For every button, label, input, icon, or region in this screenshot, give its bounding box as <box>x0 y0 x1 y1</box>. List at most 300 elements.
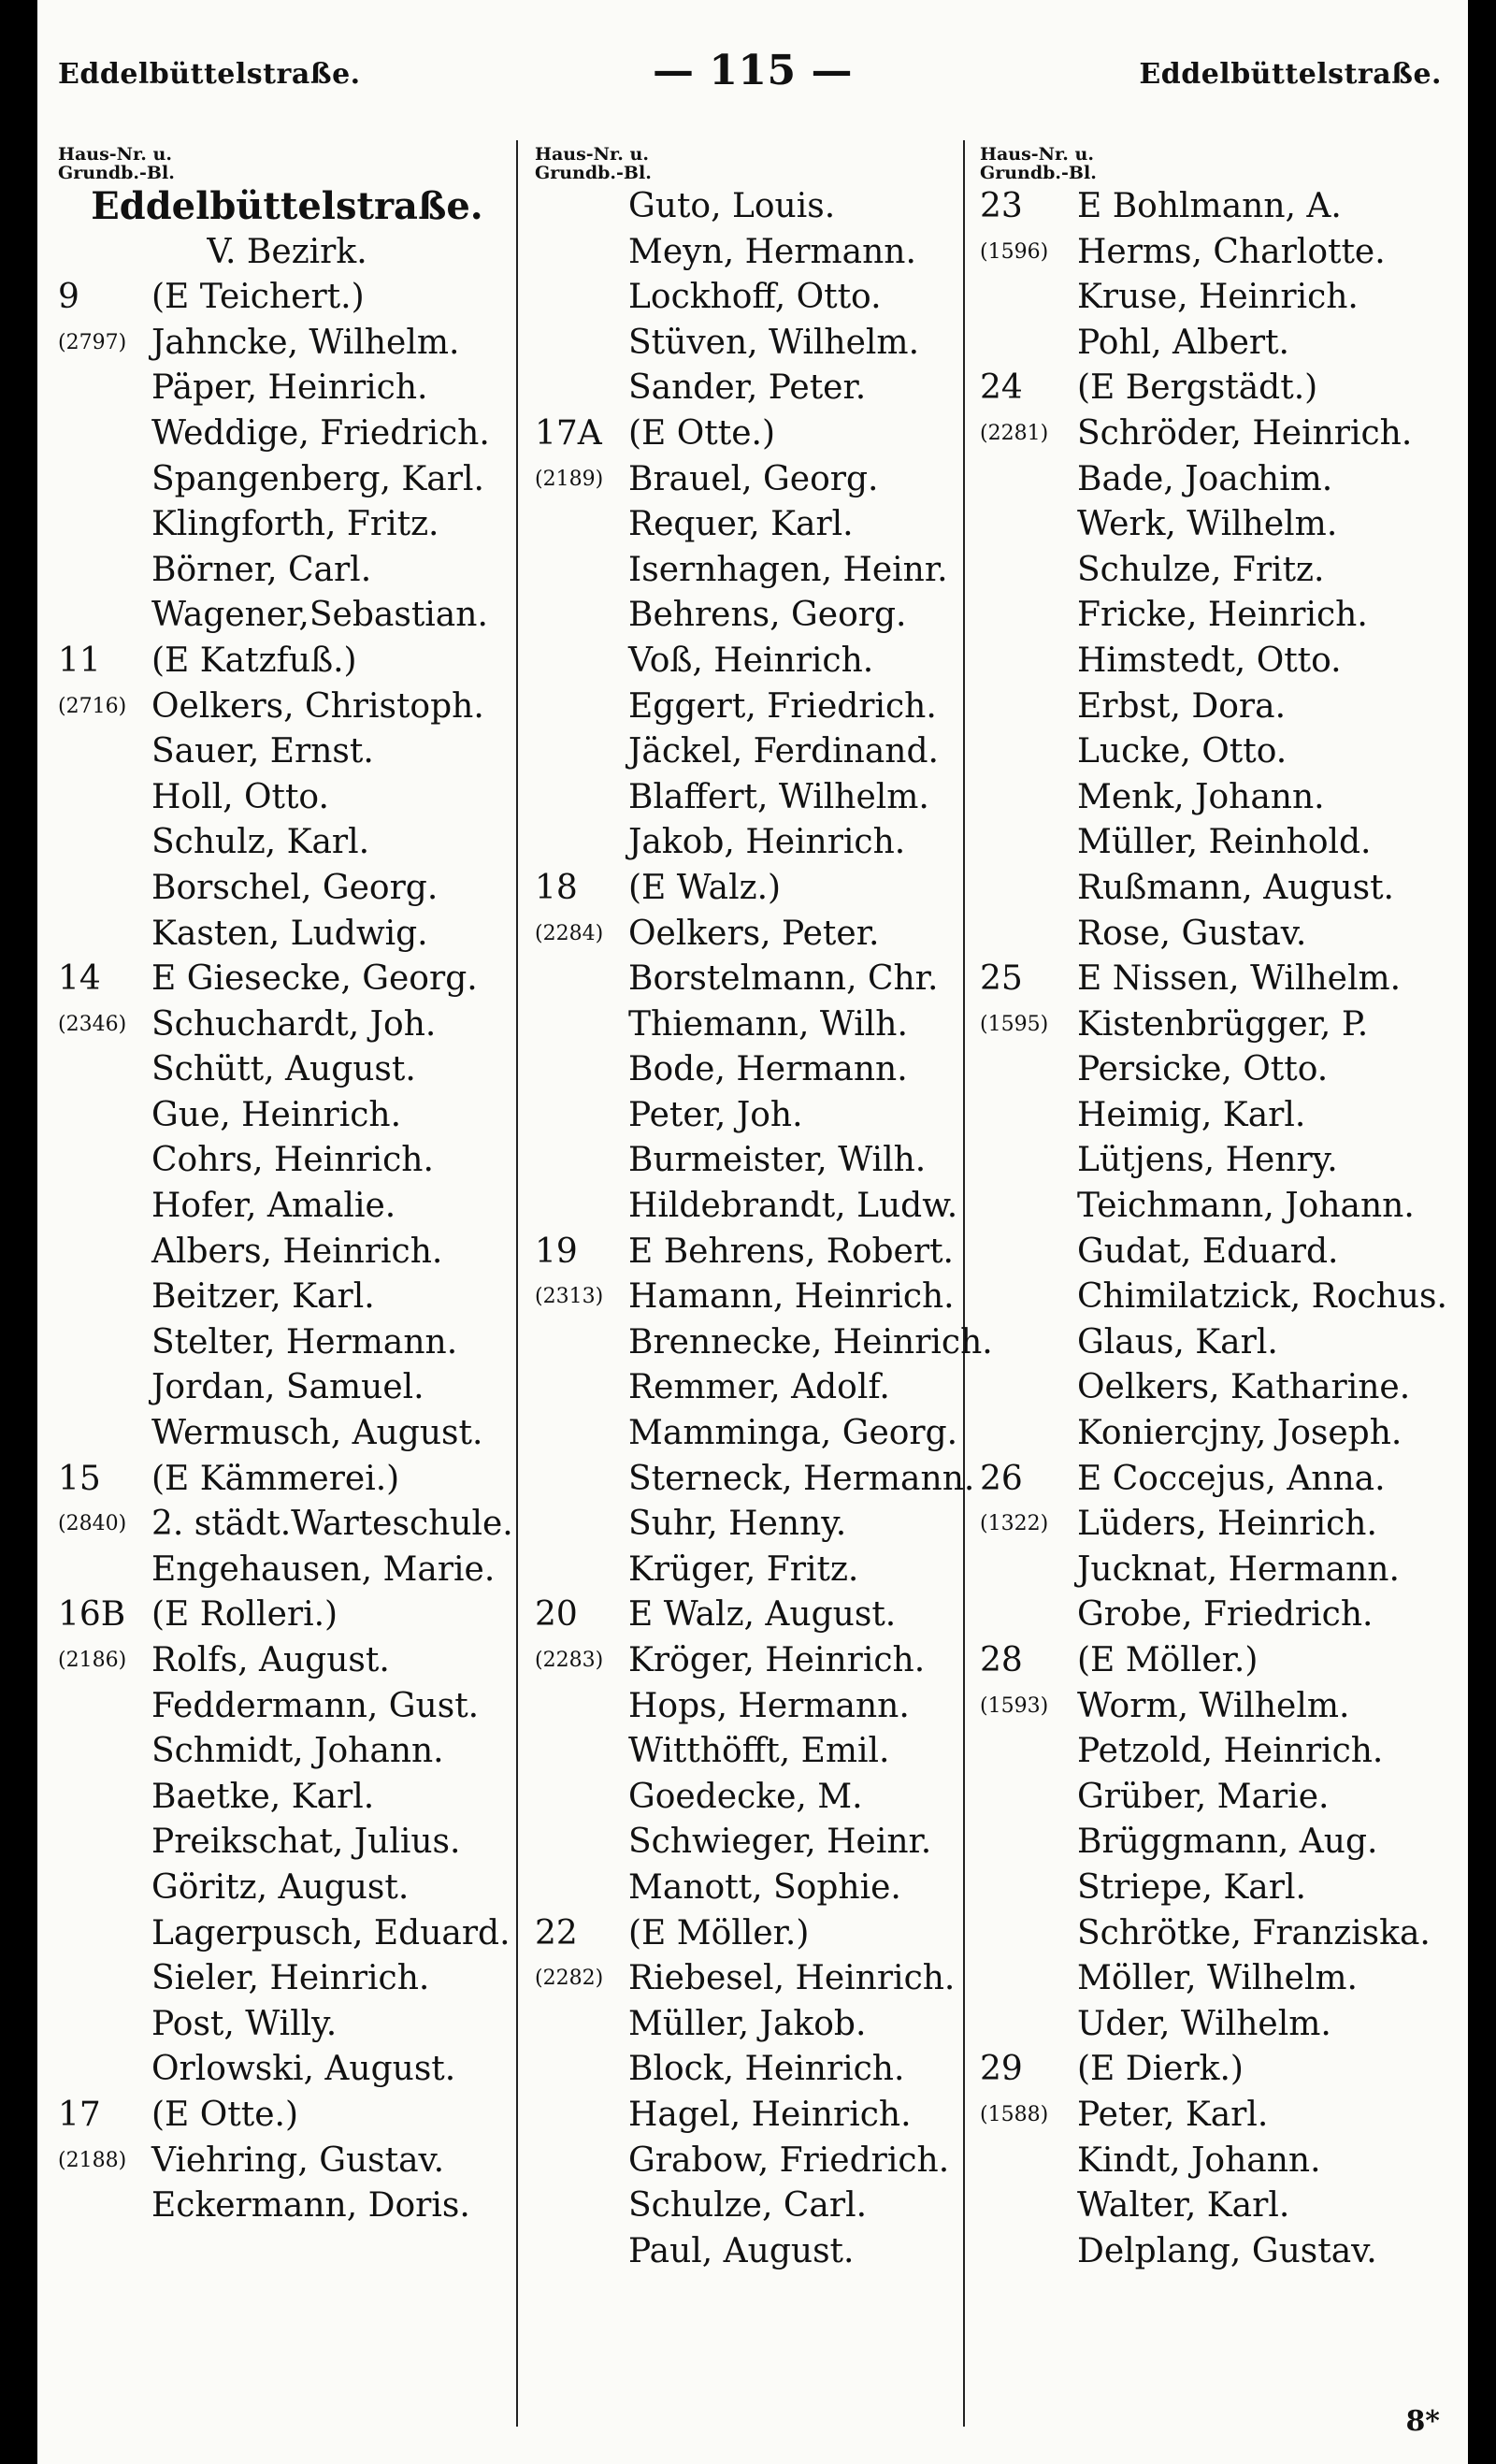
entry-text: Cohrs, Heinrich. <box>151 1141 434 1180</box>
resident-entry <box>58 684 516 730</box>
resident-entry <box>980 1592 1447 1638</box>
entry-text: E Behrens, Robert. <box>628 1232 954 1271</box>
entry-text: Schwieger, Heinr. <box>628 1823 932 1862</box>
resident-entry <box>535 230 993 276</box>
resident-entry <box>980 1365 1447 1411</box>
house-entry <box>58 275 516 321</box>
resident-entry <box>535 2002 993 2048</box>
column-header-line: Grundb.-Bl. <box>535 163 652 183</box>
entry-text: Chimilatzick, Rochus. <box>1077 1277 1447 1317</box>
column-header-line: Haus-Nr. u. <box>58 144 172 165</box>
resident-entry <box>980 1411 1447 1457</box>
land-register-number: (2284) <box>535 921 604 945</box>
running-head-left: Eddelbüttelstraße. <box>58 58 361 91</box>
entry-text: Sieler, Heinrich. <box>151 1959 430 1998</box>
column-header <box>980 145 1447 184</box>
land-register-number: (1322) <box>980 1512 1049 1536</box>
entry-text: Schulze, Carl. <box>628 2186 868 2226</box>
resident-entry <box>58 1093 516 1139</box>
entry-text: Kasten, Ludwig. <box>151 914 428 953</box>
entry-text: Manott, Sophie. <box>628 1867 901 1907</box>
resident-entry <box>980 1684 1447 1730</box>
land-register-number: (2313) <box>535 1285 604 1309</box>
resident-entry <box>980 1047 1447 1093</box>
entry-text: Grabow, Friedrich. <box>628 2140 950 2180</box>
resident-entry <box>535 912 993 958</box>
house-number: 17 <box>58 2095 101 2134</box>
resident-entry <box>535 2093 993 2139</box>
land-register-number: (1595) <box>980 1012 1049 1036</box>
entry-text: Börner, Carl. <box>151 550 372 589</box>
resident-entry <box>58 1956 516 2002</box>
entry-text: Gue, Heinrich. <box>151 1095 402 1134</box>
entry-text: E Bohlmann, A. <box>1077 187 1342 225</box>
resident-entry <box>58 775 516 821</box>
resident-entry <box>58 457 516 503</box>
resident-entry <box>58 2139 516 2184</box>
house-number: 22 <box>535 1913 578 1952</box>
entry-text: E Walz, August. <box>628 1595 897 1635</box>
resident-entry <box>535 1320 993 1366</box>
land-register-number: (2283) <box>535 1649 604 1672</box>
entry-text: Jahncke, Wilhelm. <box>151 323 460 362</box>
entry-text: Oelkers, Christoph. <box>151 686 484 726</box>
house-entry <box>58 957 516 1002</box>
resident-entry <box>535 1002 993 1048</box>
entry-text: (E Möller.) <box>628 1913 810 1952</box>
house-entry <box>980 1638 1447 1684</box>
resident-entry <box>980 1820 1447 1866</box>
entry-text: Baetke, Karl. <box>151 1777 375 1816</box>
entry-text: Kindt, Johann. <box>1077 2140 1321 2180</box>
entry-text: Gudat, Eduard. <box>1077 1232 1339 1271</box>
resident-entry <box>535 1093 993 1139</box>
entry-text: Schuchardt, Joh. <box>151 1004 437 1044</box>
entry-text: Lüders, Heinrich. <box>1077 1505 1377 1544</box>
entry-text: E Giesecke, Georg. <box>151 959 478 999</box>
land-register-number: (2840) <box>58 1512 127 1536</box>
entry-text: Rußmann, August. <box>1077 868 1394 907</box>
house-number: 11 <box>58 641 101 680</box>
entry-text: Schulze, Fritz. <box>1077 550 1325 589</box>
resident-entry <box>58 1729 516 1775</box>
running-head-right: Eddelbüttelstraße. <box>1139 58 1442 91</box>
entry-text: Hamann, Heinrich. <box>628 1277 955 1317</box>
column-header-line: Grundb.-Bl. <box>980 163 1097 183</box>
entry-text: Sterneck, Hermann. <box>628 1459 975 1498</box>
entry-text: Lagerpusch, Eduard. <box>151 1913 511 1952</box>
house-entry <box>980 957 1447 1002</box>
resident-entry <box>980 2093 1447 2139</box>
resident-entry <box>58 1548 516 1593</box>
entry-text: Fricke, Heinrich. <box>1077 596 1368 635</box>
resident-entry <box>58 1775 516 1821</box>
entry-text: (E Teichert.) <box>151 278 365 317</box>
resident-entry <box>980 2002 1447 2048</box>
resident-entry <box>58 2183 516 2229</box>
entry-text: Grobe, Friedrich. <box>1077 1595 1374 1635</box>
entry-text: Spangenberg, Karl. <box>151 459 484 498</box>
resident-entry <box>980 593 1447 639</box>
entry-text: Riebesel, Heinrich. <box>628 1959 956 1998</box>
entry-text: Block, Heinrich. <box>628 2050 905 2089</box>
entry-text: Bode, Hermann. <box>628 1050 908 1089</box>
entry-text: Pohl, Albert. <box>1077 323 1290 362</box>
resident-entry <box>980 1138 1447 1184</box>
resident-entry <box>535 548 993 594</box>
entry-text: Sauer, Ernst. <box>151 732 374 771</box>
house-number: 28 <box>980 1641 1023 1679</box>
entry-text: Teichmann, Johann. <box>1077 1187 1415 1226</box>
resident-entry <box>535 457 993 503</box>
resident-entry <box>980 1911 1447 1957</box>
entry-text: Rose, Gustav. <box>1077 914 1307 953</box>
resident-entry <box>535 820 993 866</box>
resident-entry <box>535 639 993 684</box>
entry-text: Jordan, Samuel. <box>151 1368 424 1407</box>
entry-text: Borschel, Georg. <box>151 868 439 907</box>
resident-entry <box>58 912 516 958</box>
entry-text: Werk, Wilhelm. <box>1077 505 1338 544</box>
house-number: 29 <box>980 2050 1023 2089</box>
entry-text: Viehring, Gustav. <box>151 2140 445 2180</box>
entry-text: Peter, Karl. <box>1077 2095 1269 2134</box>
house-entry <box>535 411 993 457</box>
entry-text: Schmidt, Johann. <box>151 1732 444 1771</box>
resident-entry <box>535 1820 993 1866</box>
entry-text: Oelkers, Katharine. <box>1077 1368 1411 1407</box>
resident-entry <box>58 411 516 457</box>
entry-text: Meyn, Hermann. <box>628 232 916 271</box>
resident-entry <box>535 2229 993 2275</box>
entry-text: Burmeister, Wilh. <box>628 1141 927 1180</box>
resident-entry <box>58 1502 516 1548</box>
resident-entry <box>58 1911 516 1957</box>
resident-entry <box>980 820 1447 866</box>
resident-entry <box>58 1230 516 1275</box>
signature-mark: 8* <box>1405 2405 1440 2438</box>
entry-text: Mamminga, Georg. <box>628 1414 958 1453</box>
resident-entry <box>980 1502 1447 1548</box>
entry-text: Isernhagen, Heinr. <box>628 550 948 589</box>
resident-entry <box>980 1729 1447 1775</box>
entry-text: Herms, Charlotte. <box>1077 232 1386 271</box>
entry-text: Brauel, Georg. <box>628 459 879 498</box>
entry-text: (E Otte.) <box>151 2095 299 2134</box>
resident-entry <box>535 2139 993 2184</box>
resident-entry <box>980 684 1447 730</box>
house-entry <box>58 1457 516 1503</box>
resident-entry <box>980 639 1447 684</box>
resident-entry <box>58 1047 516 1093</box>
entry-text: Delplang, Gustav. <box>1077 2231 1377 2270</box>
entry-text: Koniercjny, Joseph. <box>1077 1414 1402 1453</box>
column-header <box>58 145 516 184</box>
entry-text: Striepe, Karl. <box>1077 1867 1306 1907</box>
entry-text: Erbst, Dora. <box>1077 686 1287 726</box>
entry-text: Weddige, Friedrich. <box>151 413 490 453</box>
directory-page <box>37 0 1468 2464</box>
house-entry <box>58 1592 516 1638</box>
resident-entry <box>58 1275 516 1320</box>
resident-entry <box>980 548 1447 594</box>
resident-entry <box>58 820 516 866</box>
column-divider <box>516 140 518 2427</box>
entry-text: Persicke, Otto. <box>1077 1050 1329 1089</box>
entry-text: Müller, Jakob. <box>628 2004 867 2043</box>
house-entry <box>535 1911 993 1957</box>
entry-text: Hildebrandt, Ludw. <box>628 1187 958 1226</box>
house-entry <box>58 2093 516 2139</box>
resident-entry <box>535 2047 993 2093</box>
entry-text: Borstelmann, Chr. <box>628 959 939 999</box>
entry-text: Blaffert, Wilhelm. <box>628 777 929 816</box>
house-number: 20 <box>535 1595 578 1635</box>
entry-text: Rolfs, August. <box>151 1641 390 1679</box>
entry-text: Schütt, August. <box>151 1050 416 1089</box>
entry-text: 2. städt.Warteschule. <box>151 1505 513 1544</box>
resident-entry <box>980 230 1447 276</box>
resident-entry <box>58 866 516 912</box>
resident-entry <box>535 2183 993 2229</box>
resident-entry <box>535 1184 993 1230</box>
entry-text: Göritz, August. <box>151 1867 410 1907</box>
resident-entry <box>58 1411 516 1457</box>
land-register-number: (2188) <box>58 2148 127 2172</box>
entry-text: Menk, Johann. <box>1077 777 1325 816</box>
resident-entry <box>58 1138 516 1184</box>
entry-text: Walter, Karl. <box>1077 2186 1290 2226</box>
resident-entry <box>980 2139 1447 2184</box>
resident-entry <box>535 1866 993 1911</box>
entry-text: Stelter, Hermann. <box>151 1322 458 1362</box>
resident-entry <box>980 321 1447 367</box>
resident-entry <box>535 1775 993 1821</box>
entry-text: Schröder, Heinrich. <box>1077 413 1413 453</box>
house-number: 9 <box>58 278 79 317</box>
resident-entry <box>980 502 1447 548</box>
entry-text: Eckermann, Doris. <box>151 2186 470 2226</box>
column-header-line: Grundb.-Bl. <box>58 163 175 183</box>
entry-text: E Nissen, Wilhelm. <box>1077 959 1402 999</box>
house-entry <box>980 366 1447 411</box>
resident-entry <box>980 1866 1447 1911</box>
entry-text: Möller, Wilhelm. <box>1077 1959 1358 1998</box>
entry-text: Klingforth, Fritz. <box>151 505 439 544</box>
entry-text: Müller, Reinhold. <box>1077 823 1372 862</box>
entry-text: Päper, Heinrich. <box>151 368 428 408</box>
resident-entry <box>980 1093 1447 1139</box>
house-number: 24 <box>980 368 1023 408</box>
entry-text: Grüber, Marie. <box>1077 1777 1330 1816</box>
house-number: 15 <box>58 1459 101 1498</box>
resident-entry <box>58 1684 516 1730</box>
entry-text: Heimig, Karl. <box>1077 1095 1306 1134</box>
entry-text: Beitzer, Karl. <box>151 1277 375 1317</box>
house-entry <box>980 184 1447 230</box>
resident-entry <box>980 2183 1447 2229</box>
resident-entry <box>980 1002 1447 1048</box>
entry-text: (E Otte.) <box>628 413 776 453</box>
entry-text: (E Bergstädt.) <box>1077 368 1318 408</box>
entry-text: Hofer, Amalie. <box>151 1187 396 1226</box>
resident-entry <box>535 1275 993 1320</box>
entry-text: Himstedt, Otto. <box>1077 641 1342 680</box>
resident-entry <box>58 1320 516 1366</box>
resident-entry <box>980 275 1447 321</box>
entry-text: Jäckel, Ferdinand. <box>628 732 939 771</box>
resident-entry <box>535 729 993 775</box>
entry-text: Behrens, Georg. <box>628 596 907 635</box>
resident-entry <box>535 775 993 821</box>
entry-text: Stüven, Wilhelm. <box>628 323 920 362</box>
resident-entry <box>980 1775 1447 1821</box>
land-register-number: (2797) <box>58 330 127 354</box>
district-heading: V. Bezirk. <box>207 232 367 271</box>
entry-text: Bade, Joachim. <box>1077 459 1333 498</box>
resident-entry <box>535 1365 993 1411</box>
resident-entry <box>535 275 993 321</box>
entry-text: (E Walz.) <box>628 868 782 907</box>
house-entry <box>535 866 993 912</box>
resident-entry <box>535 366 993 411</box>
entry-text: Oelkers, Peter. <box>628 914 880 953</box>
entry-text: Peter, Joh. <box>628 1095 803 1134</box>
land-register-number: (2186) <box>58 1649 127 1672</box>
resident-entry <box>58 1365 516 1411</box>
entry-text: Eggert, Friedrich. <box>628 686 937 726</box>
entry-text: Kistenbrügger, P. <box>1077 1004 1369 1044</box>
entry-text: Holl, Otto. <box>151 777 329 816</box>
resident-entry <box>58 2047 516 2093</box>
column-header-line: Haus-Nr. u. <box>980 144 1094 165</box>
entry-text: Thiemann, Wilh. <box>628 1004 908 1044</box>
entry-text: Glaus, Karl. <box>1077 1322 1278 1362</box>
resident-entry <box>58 2002 516 2048</box>
house-entry <box>980 1457 1447 1503</box>
entry-text: (E Rolleri.) <box>151 1595 338 1635</box>
resident-entry <box>535 1638 993 1684</box>
resident-entry <box>980 775 1447 821</box>
entry-text: Goedecke, M. <box>628 1777 863 1816</box>
resident-entry <box>980 866 1447 912</box>
house-number: 23 <box>980 187 1023 225</box>
entry-text: Sander, Peter. <box>628 368 867 408</box>
entry-text: (E Katzfuß.) <box>151 641 357 680</box>
entry-text: Jakob, Heinrich. <box>628 823 906 862</box>
entry-text: E Coccejus, Anna. <box>1077 1459 1386 1498</box>
entry-text: Paul, August. <box>628 2231 855 2270</box>
resident-entry <box>58 1638 516 1684</box>
house-entry <box>535 1592 993 1638</box>
resident-entry <box>58 1184 516 1230</box>
house-number: 26 <box>980 1459 1023 1498</box>
resident-entry <box>535 1502 993 1548</box>
entry-text: Albers, Heinrich. <box>151 1232 443 1271</box>
resident-entry <box>535 321 993 367</box>
land-register-number: (1593) <box>980 1693 1049 1718</box>
house-entry <box>980 2047 1447 2093</box>
entry-text: Kröger, Heinrich. <box>628 1641 926 1679</box>
column-2 <box>535 145 993 2274</box>
resident-entry <box>535 1956 993 2002</box>
house-number: 25 <box>980 959 1023 999</box>
resident-entry <box>535 684 993 730</box>
house-number: 17A <box>535 413 602 453</box>
resident-entry <box>980 1275 1447 1320</box>
resident-entry <box>535 593 993 639</box>
column-1 <box>58 145 516 2229</box>
entry-text: Krüger, Fritz. <box>628 1549 859 1589</box>
column-header-line: Haus-Nr. u. <box>535 144 649 165</box>
entry-text: Post, Willy. <box>151 2004 338 2043</box>
entry-text: Brennecke, Heinrich. <box>628 1322 993 1362</box>
entry-text: Guto, Louis. <box>628 187 836 225</box>
resident-entry <box>980 457 1447 503</box>
entry-text: Lockhoff, Otto. <box>628 278 882 317</box>
resident-entry <box>58 1820 516 1866</box>
entry-text: Engehausen, Marie. <box>151 1549 496 1589</box>
resident-entry <box>535 1138 993 1184</box>
entry-text: Orlowski, August. <box>151 2050 456 2089</box>
resident-entry <box>58 593 516 639</box>
entry-text: Uder, Wilhelm. <box>1077 2004 1331 2043</box>
entry-text: Petzold, Heinrich. <box>1077 1732 1384 1771</box>
resident-entry <box>535 1548 993 1593</box>
resident-entry <box>58 1866 516 1911</box>
resident-entry <box>980 1548 1447 1593</box>
entry-text: Voß, Heinrich. <box>628 641 874 680</box>
page-number: — 115 — <box>653 47 853 94</box>
entry-text: Worm, Wilhelm. <box>1077 1686 1350 1725</box>
resident-entry <box>535 184 993 230</box>
entry-text: (E Kämmerei.) <box>151 1459 400 1498</box>
land-register-number: (2346) <box>58 1012 127 1036</box>
street-heading: Eddelbüttelstraße. <box>91 184 483 228</box>
resident-entry <box>535 1411 993 1457</box>
resident-entry <box>535 1047 993 1093</box>
land-register-number: (1588) <box>980 2102 1049 2126</box>
resident-entry <box>535 1684 993 1730</box>
entry-text: Wermusch, August. <box>151 1414 483 1453</box>
entry-text: Hops, Hermann. <box>628 1686 910 1725</box>
house-number: 16B <box>58 1595 126 1635</box>
entry-text: Requer, Karl. <box>628 505 854 544</box>
entry-text: (E Möller.) <box>1077 1641 1259 1679</box>
resident-entry <box>980 2229 1447 2275</box>
resident-entry <box>980 411 1447 457</box>
entry-text: Schrötke, Franziska. <box>1077 1913 1431 1952</box>
resident-entry <box>58 366 516 411</box>
resident-entry <box>980 729 1447 775</box>
land-register-number: (2716) <box>58 694 127 718</box>
entry-text: (E Dierk.) <box>1077 2050 1244 2089</box>
entry-text: Brüggmann, Aug. <box>1077 1823 1378 1862</box>
resident-entry <box>58 321 516 367</box>
resident-entry <box>980 912 1447 958</box>
house-number: 14 <box>58 959 101 999</box>
house-number: 18 <box>535 868 578 907</box>
entry-text: Wagener,Sebastian. <box>151 596 488 635</box>
resident-entry <box>535 957 993 1002</box>
resident-entry <box>980 1320 1447 1366</box>
land-register-number: (2281) <box>980 421 1049 445</box>
house-entry <box>58 639 516 684</box>
entry-text: Feddermann, Gust. <box>151 1686 480 1725</box>
resident-entry <box>58 1002 516 1048</box>
resident-entry <box>58 548 516 594</box>
land-register-number: (1596) <box>980 239 1049 264</box>
